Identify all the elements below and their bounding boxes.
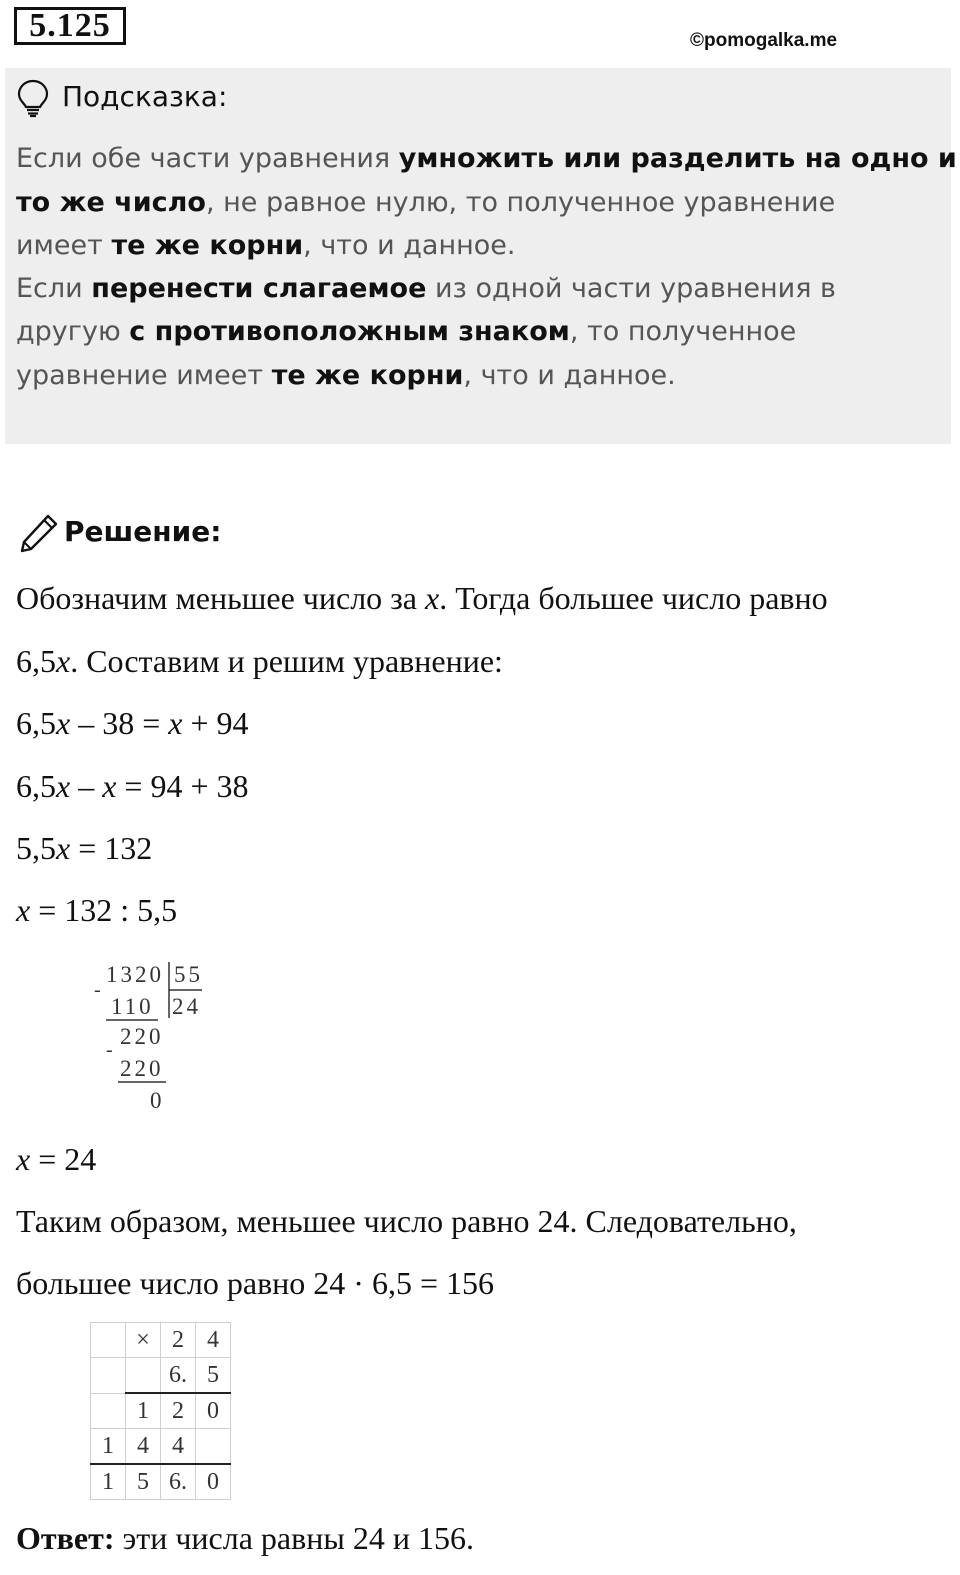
multiplication-cell — [91, 1323, 126, 1358]
multiplication-cell: × — [126, 1323, 161, 1358]
hint-line — [16, 143, 957, 174]
solution-text-run: большее число равно 24 · 6,5 = 156 — [16, 1265, 494, 1301]
multiplication-row — [91, 1464, 231, 1500]
hint-text-run: , что и данное. — [463, 360, 676, 391]
hint-text-run: , то полученное — [569, 316, 797, 347]
hint-text-run: , не равное нулю, то полученное уравнение — [205, 187, 836, 218]
answer-text: эти числа равны 24 и 156. — [114, 1520, 474, 1556]
variable-x: x — [102, 768, 117, 804]
hint-text-run: уравнение имеет — [16, 360, 272, 391]
solution-text-run: Обозначим меньшее число за — [16, 580, 425, 616]
multiplication-cell: 0 — [196, 1393, 231, 1429]
hint-text-run: Если — [16, 273, 92, 304]
hint-title: Подсказка: — [62, 80, 228, 113]
variable-x: x — [56, 768, 71, 804]
multiplication-row — [91, 1429, 231, 1465]
variable-x: x — [168, 705, 183, 741]
solution-text-run: = 94 + 38 — [116, 768, 249, 804]
variable-x: x — [16, 1141, 31, 1177]
hint-text-run: другую — [16, 316, 130, 347]
solution-line — [16, 1141, 96, 1178]
multiplication-cell: 1 — [126, 1393, 161, 1429]
answer-label: Ответ: — [16, 1520, 115, 1556]
variable-x: x — [56, 643, 71, 679]
solution-text-run: = 132 : 5,5 — [30, 892, 178, 928]
division-step1: 110 — [111, 994, 154, 1019]
multiplication-cell: 4 — [196, 1323, 231, 1358]
division-dividend: 1320 — [106, 962, 164, 987]
hint-text-run: имеет — [16, 230, 112, 261]
hint-line — [16, 230, 515, 261]
hint-emphasis: перенести слагаемое — [91, 273, 427, 304]
svg-text:-: - — [106, 1039, 113, 1061]
hint-line — [16, 187, 835, 218]
multiplication-cell: 6. — [161, 1358, 196, 1394]
multiplication-cell: 4 — [161, 1429, 196, 1465]
hint-text-run: , что и данное. — [303, 230, 516, 261]
watermark: ©pomogalka.me — [690, 30, 838, 51]
solution-line — [16, 1265, 494, 1302]
solution-line — [16, 643, 503, 680]
hint-text-run: из одной части уравнения в — [426, 273, 836, 304]
pencil-icon — [18, 512, 60, 554]
hint-emphasis: с противоположным знаком — [129, 316, 570, 347]
solution-text-run: . Составим и решим уравнение: — [70, 643, 503, 679]
solution-line — [16, 580, 828, 617]
multiplication-row — [91, 1323, 231, 1358]
hint-text-run: Если обе части уравнения — [16, 143, 399, 174]
multiplication-cell: 2 — [161, 1323, 196, 1358]
hint-line — [16, 360, 676, 391]
division-remainder1: 220 — [120, 1024, 164, 1049]
division-step2: 220 — [120, 1056, 164, 1081]
solution-line — [16, 892, 177, 929]
multiplication-cell: 1 — [91, 1429, 126, 1465]
svg-text:-: - — [94, 979, 101, 1001]
hint-emphasis: те же корни — [111, 230, 304, 261]
solution-line — [16, 768, 249, 805]
hint-emphasis: умножить или разделить на одно и — [398, 143, 957, 174]
multiplication-cell: 6. — [161, 1464, 196, 1500]
solution-text-run: 6,5 — [16, 643, 56, 679]
hint-line — [16, 273, 836, 304]
variable-x: x — [16, 892, 31, 928]
solution-text-run: = 24 — [30, 1141, 97, 1177]
solution-text-run: 6,5 — [16, 705, 56, 741]
solution-text-run: – — [70, 768, 103, 804]
hint-emphasis: то же число — [16, 187, 206, 218]
multiplication-cell: 4 — [126, 1429, 161, 1465]
hint-emphasis: те же корни — [271, 360, 464, 391]
solution-text-run: + 94 — [182, 705, 249, 741]
solution-title: Решение: — [64, 515, 222, 548]
variable-x: x — [425, 580, 440, 616]
lightbulb-icon — [16, 78, 50, 118]
solution-line — [16, 830, 152, 867]
variable-x: x — [56, 705, 71, 741]
solution-text-run: – 38 = — [70, 705, 169, 741]
variable-x: x — [56, 830, 71, 866]
multiplication-cell — [196, 1429, 231, 1465]
multiplication-cell: 0 — [196, 1464, 231, 1500]
multiplication-cell — [126, 1358, 161, 1394]
solution-text-run: 5,5 — [16, 830, 56, 866]
answer — [16, 1520, 474, 1557]
multiplication-cell: 1 — [91, 1464, 126, 1500]
multiplication-cell: 2 — [161, 1393, 196, 1429]
multiplication-cell: 5 — [126, 1464, 161, 1500]
task-number: 5.125 — [14, 7, 126, 45]
multiplication-row — [91, 1393, 231, 1429]
multiplication-cell: 5 — [196, 1358, 231, 1394]
solution-text-run: = 132 — [70, 830, 153, 866]
hint-line — [16, 316, 796, 347]
division-divisor: 55 — [174, 962, 203, 987]
multiplication-cell — [91, 1358, 126, 1394]
solution-text-run: 6,5 — [16, 768, 56, 804]
division-remainder2: 0 — [150, 1088, 162, 1113]
solution-line — [16, 705, 249, 742]
long-division — [92, 958, 212, 1118]
multiplication-table — [90, 1322, 231, 1500]
solution-text-run: Таким образом, меньшее число равно 24. Следовательно, — [16, 1203, 797, 1239]
division-quotient: 24 — [172, 994, 201, 1019]
multiplication-cell — [91, 1393, 126, 1429]
solution-line — [16, 1203, 797, 1240]
multiplication-row — [91, 1358, 231, 1394]
solution-text-run: . Тогда большее число равно — [439, 580, 828, 616]
